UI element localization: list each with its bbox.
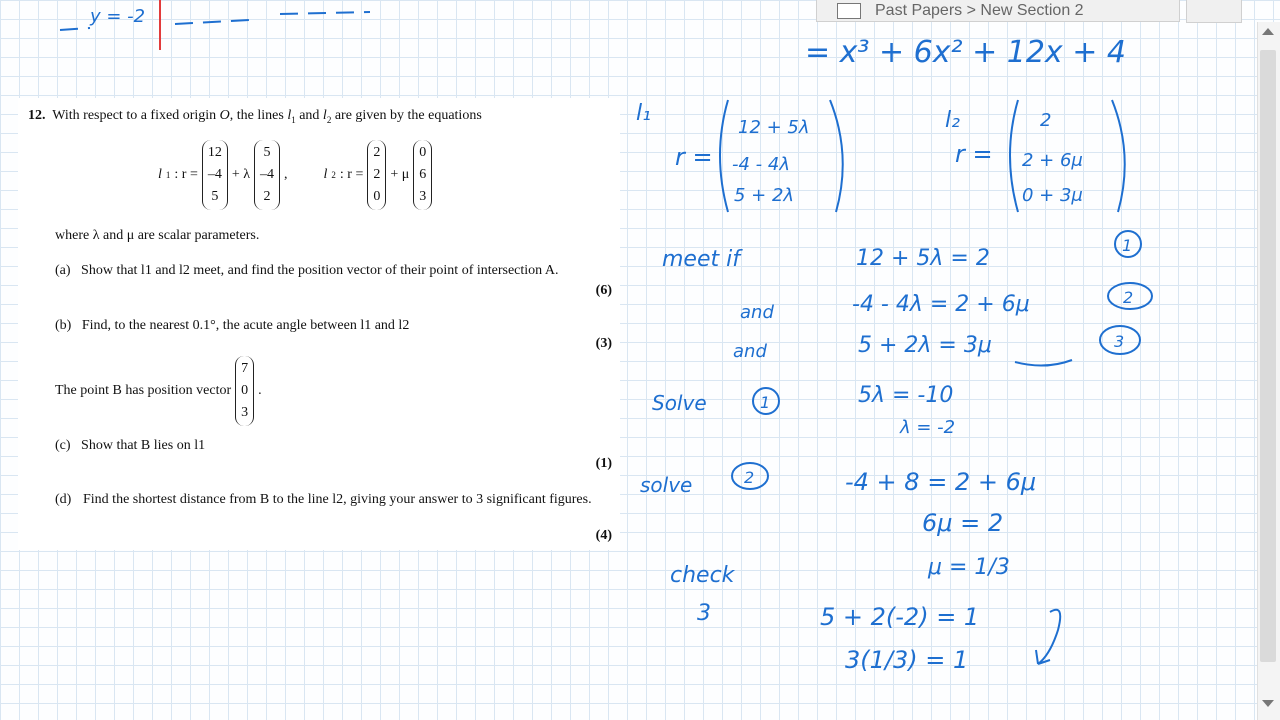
question-number: 12. [28, 108, 46, 123]
ink-circle-1-label: 1 [1122, 236, 1133, 255]
l2-point-vector: 2 2 0 [367, 140, 386, 210]
section-tab-title: Past Papers > New Section 2 [875, 1, 1084, 19]
ink-l1-row3: 5 + 2λ [734, 185, 795, 206]
ink-eq2: -4 - 4λ = 2 + 6μ [852, 292, 1030, 317]
part-c-marks: (1) [595, 456, 612, 471]
ink-l2-bracket-left [1010, 100, 1018, 212]
ink-eq3: 5 + 2λ = 3μ [858, 333, 992, 358]
part-a: (a) Show that l1 and l2 meet, and find the position vector of their point of intersection A. [55, 263, 559, 278]
part-a-marks: (6) [595, 283, 612, 298]
point-b-statement: The point B has position vector 7 0 3 . [55, 356, 262, 426]
ink-circle-2-label: 2 [1123, 288, 1134, 307]
part-c: (c) Show that B lies on l1 [55, 438, 206, 453]
ink-top-left: y = -2 [90, 6, 146, 27]
ink-solve1-circle [753, 388, 779, 414]
ink-check2: 3(1/3) = 1 [845, 646, 969, 674]
parameter-note: where λ and μ are scalar parameters. [55, 228, 260, 243]
ink-underline-3mu [1015, 360, 1072, 366]
ink-check-num: 3 [697, 601, 711, 626]
part-d-marks: (4) [595, 528, 612, 543]
ink-res1a: 5λ = -10 [858, 383, 954, 408]
scroll-up-icon[interactable] [1262, 28, 1274, 35]
ink-res2a: -4 + 8 = 2 + 6μ [845, 468, 1037, 496]
part-d: (d) Find the shortest distance from B to the line l2, giving your answer to 3 significant figures. [55, 492, 592, 507]
ink-dashed-line [60, 12, 370, 30]
ink-solve2: solve [640, 473, 693, 497]
question-intro: 12. With respect to a fixed origin O, the lines $l_1$ and $l_2$ are given by the equations [28, 108, 482, 125]
ink-l2-bracket-right [1112, 100, 1125, 212]
ink-and2: and [733, 341, 767, 362]
page-icon [837, 3, 861, 19]
ink-res2b: 6μ = 2 [922, 509, 1004, 537]
ink-solve1-ref: 1 [760, 393, 771, 412]
line-equations: l 1 : r = 12 –4 5 + λ 5 –4 2 , l 2 : r = 2 2 0 + μ 0 6 3 [158, 140, 432, 210]
ink-circle-3 [1100, 326, 1140, 354]
ink-l1-bracket-right [830, 100, 843, 212]
ink-l2-row2: 2 + 6μ [1022, 150, 1083, 171]
ink-solve2-ref: 2 [744, 468, 755, 487]
ink-and1: and [740, 302, 774, 323]
ink-circle-1 [1115, 231, 1141, 257]
ink-solve2-circle [732, 463, 768, 489]
ink-eq1: 12 + 5λ = 2 [856, 246, 990, 271]
scrollbar-thumb[interactable] [1260, 50, 1276, 662]
exam-question [18, 98, 620, 550]
ink-solve1: Solve [652, 391, 707, 415]
part-b: (b) Find, to the nearest 0.1°, the acute angle between l1 and l2 [55, 318, 410, 333]
ink-check1: 5 + 2(-2) = 1 [820, 603, 980, 631]
ink-circle-3-label: 3 [1114, 332, 1125, 351]
ink-l1-row2: -4 - 4λ [732, 154, 790, 175]
section-tab[interactable] [816, 0, 1180, 22]
part-b-marks: (3) [595, 336, 612, 351]
ink-l1-row1: 12 + 5λ [738, 117, 810, 138]
l1-direction-vector: 5 –4 2 [254, 140, 280, 210]
ink-l1-r: r = [675, 143, 713, 171]
l2-direction-vector: 0 6 3 [413, 140, 432, 210]
ink-l2-row3: 0 + 3μ [1022, 185, 1083, 206]
ink-res2c: μ = 1/3 [928, 555, 1010, 580]
ink-check: check [670, 563, 735, 588]
ink-l1-bracket-left [720, 100, 728, 212]
tab-overflow[interactable] [1186, 0, 1242, 23]
scroll-down-icon[interactable] [1262, 700, 1274, 707]
point-b-vector: 7 0 3 [235, 356, 254, 426]
ink-expansion: = x³ + 6x² + 12x + 4 [805, 35, 1126, 70]
ink-res1b: λ = -2 [900, 417, 956, 438]
ink-meet-if: meet if [662, 247, 740, 272]
ink-l1-label: l₁ [636, 101, 651, 126]
ink-l2-row1: 2 [1040, 110, 1052, 131]
ink-circle-2 [1108, 283, 1152, 309]
ink-l2-r: r = [955, 140, 993, 168]
ink-l2-label: l₂ [945, 108, 960, 133]
l1-point-vector: 12 –4 5 [202, 140, 228, 210]
ink-check-arrow [1036, 610, 1060, 664]
